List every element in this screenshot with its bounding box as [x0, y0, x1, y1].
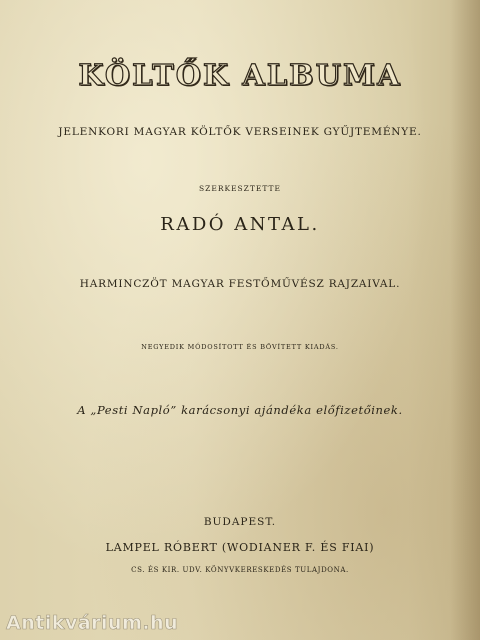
watermark: Antikvárium.hu	[6, 612, 179, 634]
publication-city: BUDAPEST.	[203, 516, 277, 528]
book-subtitle: JELENKORI MAGYAR KÖLTŐK VERSEINEK GYŰJTEMÉNYE.	[58, 126, 422, 138]
edition-line: NEGYEDIK MÓDOSÍTOTT ÉS BŐVÍTETT KIADÁS.	[141, 343, 339, 351]
illustrators-line: HARMINCZÖT MAGYAR FESTŐMŰVÉSZ RAJZAIVAL.	[79, 278, 401, 290]
editor-label: SZERKESZTETTE	[199, 184, 281, 193]
publisher-name: LAMPEL RÓBERT (WODIANER F. ÉS FIAI)	[105, 541, 375, 554]
book-title: KÖLTŐK ALBUMA	[78, 58, 402, 92]
dedication-line: A „Pesti Napló” karácsonyi ajándéka előfizetőinek.	[77, 403, 403, 417]
publisher-note: CS. ÉS KIR. UDV. KÖNYVKERESKEDÉS TULAJDONA.	[131, 566, 349, 574]
editor-name: RADÓ ANTAL.	[160, 214, 320, 235]
